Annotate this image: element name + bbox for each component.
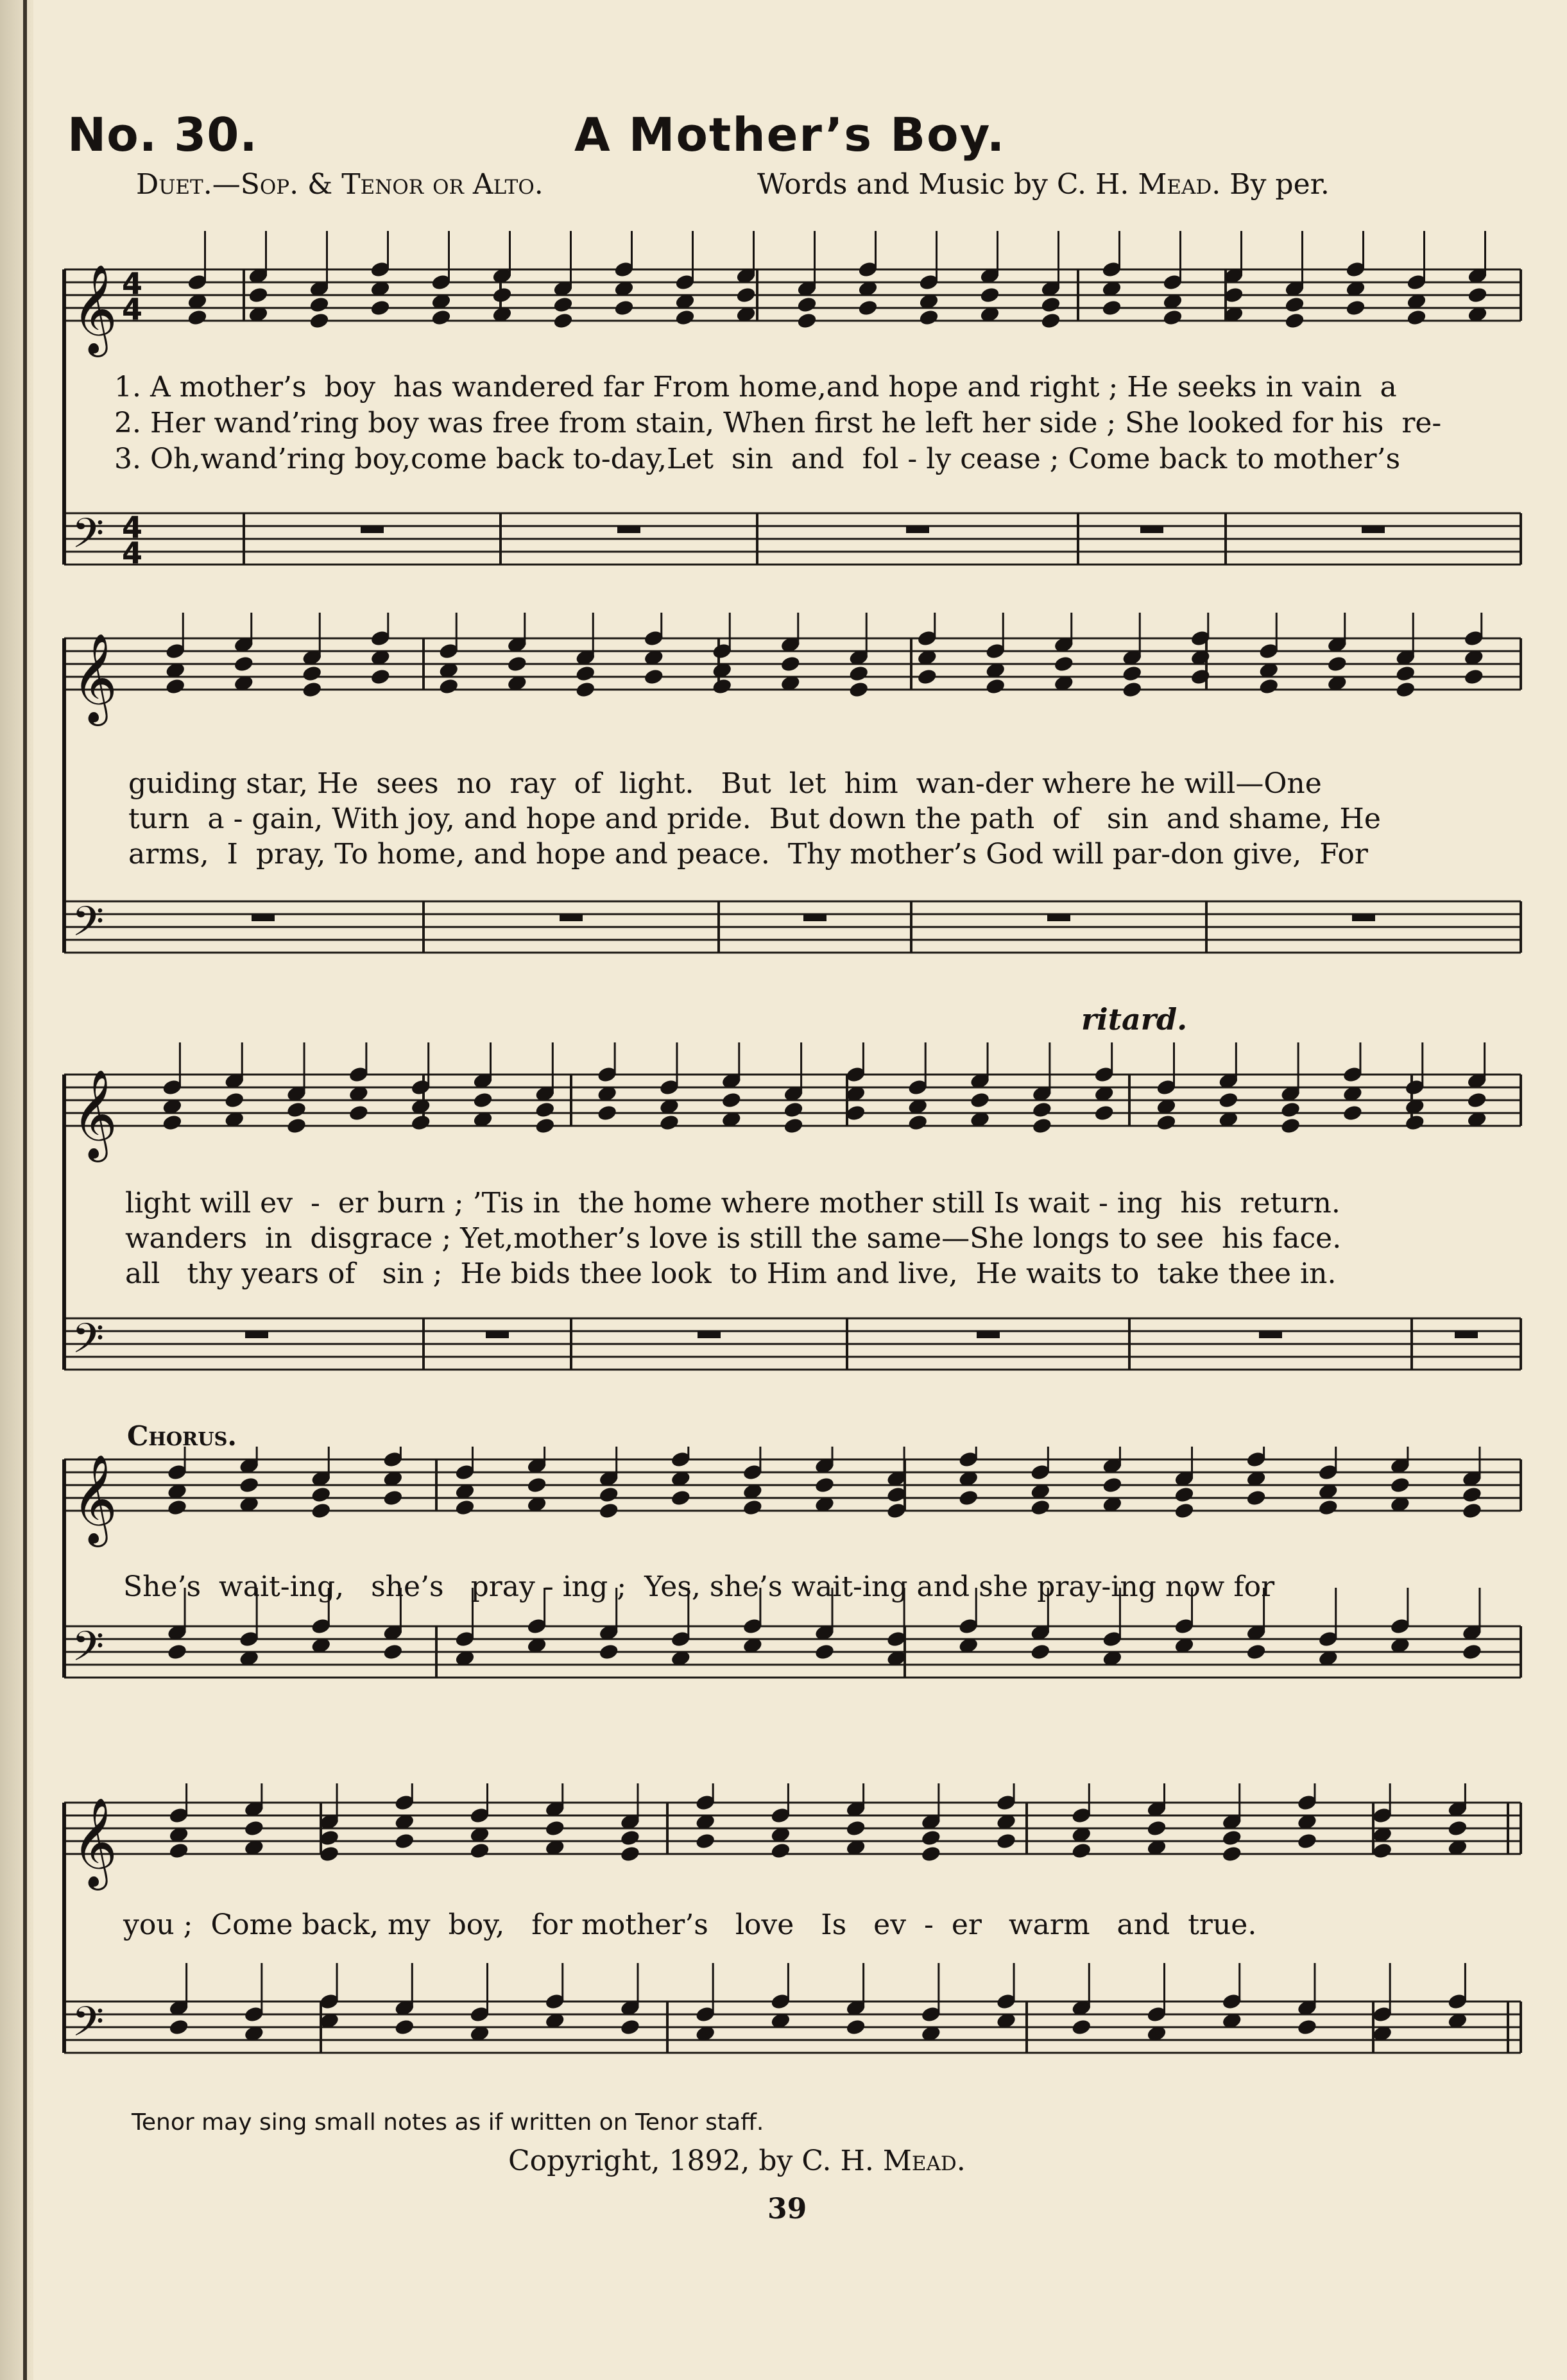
note-head <box>1280 1101 1301 1119</box>
lyric-line: all thy years of sin ; He bids thee look to Him and live, He waits to take thee in. <box>125 1257 1337 1290</box>
note-head <box>619 2018 640 2036</box>
note-head <box>431 309 452 327</box>
note-head <box>920 1845 941 1863</box>
note-head <box>1342 1104 1363 1122</box>
note-head <box>168 1842 189 1860</box>
note-head <box>1447 1819 1468 1837</box>
note-head <box>1030 1499 1051 1517</box>
note-head <box>1461 1486 1482 1504</box>
note-head <box>1466 1091 1487 1109</box>
note-head <box>918 309 939 327</box>
chorus-label: Chorus. <box>127 1420 237 1452</box>
note-head <box>1395 681 1416 699</box>
note-head <box>1461 1502 1482 1520</box>
note-head <box>1102 1476 1123 1494</box>
treble-clef: 𝄞 <box>72 1798 117 1887</box>
page-number: 39 <box>767 2193 807 2225</box>
note-head <box>783 1101 804 1119</box>
book-spine <box>0 0 33 2380</box>
note-head <box>1122 681 1143 699</box>
note-head <box>1122 665 1143 683</box>
bass-clef: 𝄢 <box>72 1998 105 2056</box>
note-head <box>1280 1117 1301 1135</box>
note-head <box>382 1489 404 1507</box>
note-head <box>1258 677 1280 695</box>
note-head <box>1053 655 1074 673</box>
note-head <box>958 1489 979 1507</box>
note-head <box>995 1832 1016 1850</box>
note-head <box>907 1114 929 1132</box>
note-head <box>469 1842 490 1860</box>
note-head <box>1284 296 1305 314</box>
whole-rest <box>252 914 275 921</box>
note-head <box>674 309 696 327</box>
note-head <box>1221 1845 1242 1863</box>
note-head <box>239 1476 260 1494</box>
whole-rest <box>1352 914 1375 921</box>
whole-rest <box>1455 1331 1478 1338</box>
note-head <box>780 655 801 673</box>
note-head <box>1395 665 1416 683</box>
bass-clef: 𝄢 <box>72 898 105 956</box>
note-head <box>670 1489 691 1507</box>
note-head <box>1030 1643 1051 1661</box>
note-head <box>619 1829 640 1847</box>
note-head <box>1040 296 1061 314</box>
whole-rest <box>977 1331 1000 1338</box>
note-head <box>535 1117 556 1135</box>
credit-prefix: Words and Music by C. H. <box>757 168 1129 201</box>
note-head <box>1162 309 1183 327</box>
note-head <box>438 677 459 695</box>
whole-rest <box>698 1331 721 1338</box>
note-head <box>552 296 574 314</box>
lyric-line: you ; Come back, my boy, for mother’s love Is ev - er warm and true. <box>123 1908 1257 1941</box>
note-head <box>796 312 818 330</box>
time-signature-bottom: 4 <box>122 292 143 327</box>
note-head <box>1406 309 1427 327</box>
note-head <box>302 665 323 683</box>
note-head <box>1221 1829 1242 1847</box>
note-head <box>1404 1114 1425 1132</box>
note-head <box>1463 668 1484 686</box>
note-head <box>845 1819 866 1837</box>
note-head <box>187 309 208 327</box>
note-head <box>712 677 733 695</box>
note-head <box>168 2018 189 2036</box>
note-head <box>382 1643 404 1661</box>
whole-rest <box>245 1331 268 1338</box>
note-head <box>598 1643 619 1661</box>
note-head <box>598 1502 619 1520</box>
note-head <box>410 1114 431 1132</box>
note-head <box>1461 1643 1482 1661</box>
note-head <box>770 1842 791 1860</box>
note-head <box>535 1101 556 1119</box>
whole-rest <box>1047 914 1070 921</box>
lyric-line: 3. Oh,wand’ring boy,come back to-day,Let sin and fol - ly cease ; Come back to mother’s <box>114 443 1401 475</box>
credit-suffix: By per. <box>1229 168 1330 201</box>
note-head <box>370 299 391 317</box>
note-head <box>575 681 596 699</box>
note-head <box>658 1114 680 1132</box>
note-head <box>1326 655 1348 673</box>
note-head <box>286 1117 307 1135</box>
note-head <box>394 1832 415 1850</box>
credit-name: Mead. <box>1138 168 1221 201</box>
note-head <box>796 296 818 314</box>
note-head <box>857 299 878 317</box>
whole-rest <box>1362 526 1385 533</box>
note-head <box>311 1486 332 1504</box>
note-head <box>1040 312 1061 330</box>
bass-clef: 𝄢 <box>72 510 105 568</box>
note-head <box>1284 312 1305 330</box>
note-head <box>526 1476 547 1494</box>
note-head <box>506 655 527 673</box>
note-head <box>575 665 596 683</box>
note-head <box>742 1499 763 1517</box>
note-head <box>302 681 323 699</box>
note-head <box>286 1101 307 1119</box>
whole-rest <box>560 914 583 921</box>
treble-clef: 𝄞 <box>72 633 117 722</box>
note-head <box>166 1643 187 1661</box>
time-signature-top: 4 <box>122 266 143 301</box>
lyric-line: She’s wait-ing, she’s pray - ing ; Yes, she’s wait-ing and she pray-ing now for <box>123 1570 1275 1603</box>
note-head <box>166 1499 187 1517</box>
lyric-line: 1. A mother’s boy has wandered far From home,and hope and right ; He seeks in vain a <box>114 371 1397 404</box>
note-head <box>394 2018 415 2036</box>
note-head <box>597 1104 618 1122</box>
note-head <box>370 668 391 686</box>
lyric-line: turn a - gain, With joy, and hope and pride. But down the path of sin and shame, He <box>128 803 1381 835</box>
whole-rest <box>1259 1331 1282 1338</box>
note-head <box>1093 1104 1115 1122</box>
note-head <box>243 1819 264 1837</box>
note-head <box>783 1117 804 1135</box>
note-head <box>695 1832 716 1850</box>
note-head <box>721 1091 742 1109</box>
note-head <box>845 2018 866 2036</box>
note-head <box>492 286 513 304</box>
treble-clef: 𝄞 <box>72 1069 117 1159</box>
note-head <box>814 1476 835 1494</box>
hymn-number: No. 30. <box>67 108 258 162</box>
note-head <box>348 1104 369 1122</box>
note-head <box>165 677 186 695</box>
note-head <box>1372 1842 1393 1860</box>
note-head <box>1071 2018 1092 2036</box>
note-head <box>1296 2018 1317 2036</box>
lyric-line: light will ev - er burn ; ’Tis in the home where mother still Is wait - ing his return. <box>125 1187 1340 1220</box>
treble-clef: 𝄞 <box>72 1454 117 1543</box>
bass-clef: 𝄢 <box>72 1623 105 1681</box>
whole-rest <box>361 526 384 533</box>
note-head <box>1146 1819 1167 1837</box>
note-head <box>1101 299 1122 317</box>
note-head <box>916 668 938 686</box>
note-head <box>643 668 664 686</box>
note-head <box>1031 1101 1052 1119</box>
whole-rest <box>1140 526 1163 533</box>
note-head <box>848 665 869 683</box>
note-head <box>1218 1091 1239 1109</box>
note-head <box>848 681 869 699</box>
note-head <box>248 286 269 304</box>
note-head <box>224 1091 245 1109</box>
note-head <box>613 299 635 317</box>
note-head <box>735 286 757 304</box>
note-head <box>1389 1476 1410 1494</box>
treble-clef: 𝄞 <box>72 264 117 353</box>
note-head <box>1317 1499 1339 1517</box>
note-head <box>1467 286 1488 304</box>
note-head <box>1156 1114 1177 1132</box>
note-head <box>1174 1502 1195 1520</box>
lyric-line: 2. Her wand’ring boy was free from stain, When first he left her side ; She looked for his re- <box>114 407 1442 439</box>
time-signature-top: 4 <box>122 510 143 545</box>
note-head <box>969 1091 990 1109</box>
hymn-title: A Mother’s Boy. <box>574 108 1006 162</box>
note-head <box>472 1091 493 1109</box>
whole-rest <box>906 526 929 533</box>
note-head <box>1296 1832 1317 1850</box>
ritard-marking: ritard. <box>1081 1002 1188 1037</box>
note-head <box>552 312 574 330</box>
note-head <box>311 1502 332 1520</box>
note-head <box>309 312 330 330</box>
note-head <box>1174 1486 1195 1504</box>
note-head <box>619 1845 640 1863</box>
binding-edge <box>23 0 27 2380</box>
tenor-footnote: Tenor may sing small notes as if written on Tenor staff. <box>132 2109 764 2136</box>
note-head <box>814 1643 835 1661</box>
lyric-line: arms, I pray, To home, and hope and peace. Thy mother’s God will par-don give, For <box>128 838 1368 871</box>
note-head <box>1345 299 1366 317</box>
whole-rest <box>617 526 640 533</box>
note-head <box>1071 1842 1092 1860</box>
note-head <box>309 296 330 314</box>
whole-rest <box>803 914 826 921</box>
note-head <box>920 1829 941 1847</box>
copyright-prefix: Copyright, 1892, by C. H. <box>508 2145 874 2177</box>
note-head <box>598 1486 619 1504</box>
time-signature-bottom: 4 <box>122 536 143 570</box>
note-head <box>162 1114 183 1132</box>
copyright-name: Mead. <box>882 2145 966 2177</box>
note-head <box>1246 1489 1267 1507</box>
note-head <box>979 286 1000 304</box>
note-head <box>1246 1643 1267 1661</box>
note-head <box>985 677 1006 695</box>
note-head <box>1190 668 1211 686</box>
note-head <box>454 1499 475 1517</box>
copyright-line <box>508 2145 966 2177</box>
bass-clef: 𝄢 <box>72 1315 105 1373</box>
credit-line <box>757 168 1330 201</box>
lyric-line: wanders in disgrace ; Yet,mother’s love is still the same—She longs to see his face. <box>125 1222 1342 1255</box>
voicing-note: Duet.—Sop. & Tenor or Alto. <box>136 168 544 201</box>
lyric-line: guiding star, He sees no ray of light. But let him wan-der where he will—One <box>128 767 1322 800</box>
whole-rest <box>486 1331 509 1338</box>
note-head <box>233 655 254 673</box>
note-head <box>1031 1117 1052 1135</box>
note-head <box>544 1819 565 1837</box>
